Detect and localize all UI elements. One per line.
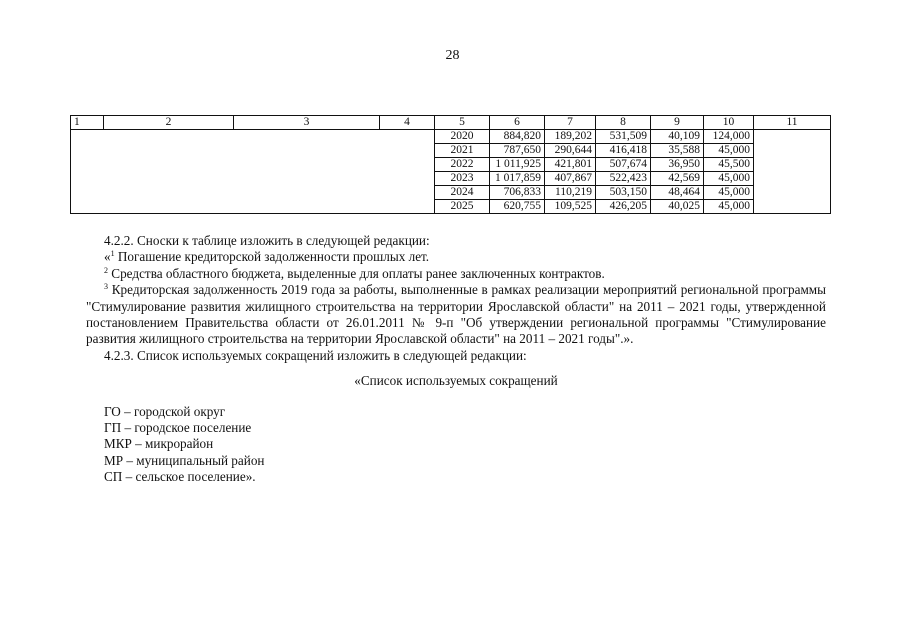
value-cell: 503,150 xyxy=(596,186,651,200)
value-cell: 40,025 xyxy=(651,200,704,214)
footnote-text: Погашение кредиторской задолженности прошлых лет. xyxy=(114,249,430,265)
abbreviation-item: МКР – микрорайон xyxy=(104,436,214,452)
year-cell: 2020 xyxy=(435,130,490,144)
year-cell: 2025 xyxy=(435,200,490,214)
year-cell: 2022 xyxy=(435,158,490,172)
paragraph-4-2-3: 4.2.3. Список используемых сокращений изложить в следующей редакции: xyxy=(104,347,527,363)
table-row xyxy=(71,130,831,144)
value-cell: 110,219 xyxy=(545,186,596,200)
paragraph-4-2-2: 4.2.2. Сноски к таблице изложить в следующей редакции: xyxy=(104,233,430,248)
value-cell: 522,423 xyxy=(596,172,651,186)
header-cell: 8 xyxy=(596,116,651,130)
value-cell: 36,950 xyxy=(651,158,704,172)
value-cell: 40,109 xyxy=(651,130,704,144)
value-cell: 426,205 xyxy=(596,200,651,214)
value-cell: 45,000 xyxy=(704,200,754,214)
header-cell: 6 xyxy=(490,116,545,130)
year-cell: 2024 xyxy=(435,186,490,200)
value-cell: 416,418 xyxy=(596,144,651,158)
value-cell: 1 011,925 xyxy=(490,158,545,172)
table-header-row xyxy=(71,116,831,130)
footnote-2 xyxy=(86,266,826,282)
header-cell: 9 xyxy=(651,116,704,130)
value-cell: 620,755 xyxy=(490,200,545,214)
footnote-mark: 2 xyxy=(104,265,108,275)
value-cell: 48,464 xyxy=(651,186,704,200)
header-cell: 1 xyxy=(71,116,104,130)
year-cell: 2021 xyxy=(435,144,490,158)
header-cell: 3 xyxy=(234,116,380,130)
footnote-text: Кредиторская задолженность 2019 года за работы, выполненные в рамках реализации мероприятий региональной программы "Стимулирование развития жилищного строительства на территории Ярославской области" на 2011 – 2021 годы, утвержденной постановлением Правительства области от 26.01.2011 № 9-п "Об утверждении региональной программы "Стимулирование развития жилищного строительства на территории Ярославской области" на 2011 – 2021 годы".». xyxy=(86,282,826,347)
header-cell: 4 xyxy=(380,116,435,130)
header-cell: 5 xyxy=(435,116,490,130)
value-cell: 45,000 xyxy=(704,172,754,186)
page-number: 28 xyxy=(445,48,460,63)
merged-blank-cell xyxy=(754,130,831,214)
footnote-text: Средства областного бюджета, выделенные для оплаты ранее заключенных контрактов. xyxy=(108,265,605,281)
document-body xyxy=(86,233,826,486)
value-cell: 35,588 xyxy=(651,144,704,158)
value-cell: 884,820 xyxy=(490,130,545,144)
value-cell: 407,867 xyxy=(545,172,596,186)
abbreviation-item: ГО – городской округ xyxy=(104,403,226,419)
footnote-mark: 1 xyxy=(110,249,115,259)
year-cell: 2023 xyxy=(435,172,490,186)
footnote-1 xyxy=(86,249,826,265)
value-cell: 189,202 xyxy=(545,130,596,144)
header-cell: 11 xyxy=(754,116,831,130)
merged-blank-cell xyxy=(71,130,435,214)
footnote-3 xyxy=(86,282,826,348)
value-cell: 706,833 xyxy=(490,186,545,200)
value-cell: 124,000 xyxy=(704,130,754,144)
footnote-mark: 3 xyxy=(104,282,108,292)
value-cell: 787,650 xyxy=(490,144,545,158)
abbreviation-item: СП – сельское поселение». xyxy=(104,469,256,485)
abbreviations-list-title: «Список используемых сокращений xyxy=(354,373,558,389)
header-cell: 7 xyxy=(545,116,596,130)
value-cell: 45,000 xyxy=(704,144,754,158)
value-cell: 109,525 xyxy=(545,200,596,214)
budget-table xyxy=(70,115,831,214)
value-cell: 42,569 xyxy=(651,172,704,186)
header-cell: 10 xyxy=(704,116,754,130)
value-cell: 507,674 xyxy=(596,158,651,172)
header-cell: 2 xyxy=(104,116,234,130)
value-cell: 45,500 xyxy=(704,158,754,172)
value-cell: 45,000 xyxy=(704,186,754,200)
value-cell: 290,644 xyxy=(545,144,596,158)
quote-mark: « xyxy=(104,249,111,265)
abbreviation-item: ГП – городское поселение xyxy=(104,420,252,436)
abbreviation-item: МР – муниципальный район xyxy=(104,452,265,468)
value-cell: 1 017,859 xyxy=(490,172,545,186)
value-cell: 421,801 xyxy=(545,158,596,172)
value-cell: 531,509 xyxy=(596,130,651,144)
